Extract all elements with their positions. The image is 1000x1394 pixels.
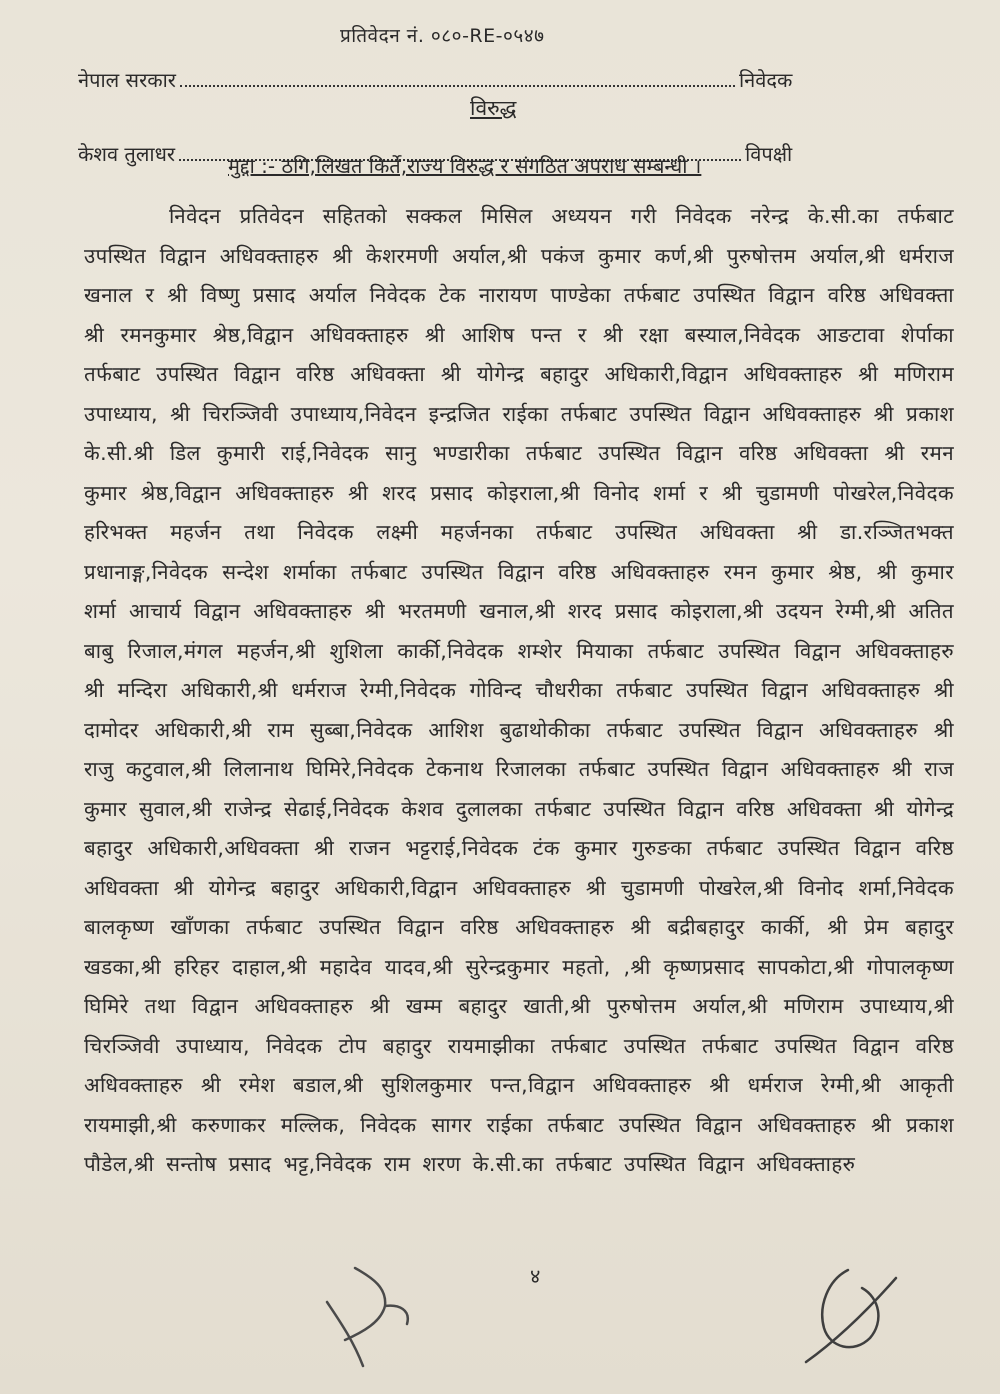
respondent-name: केशव तुलाधर xyxy=(78,142,176,166)
left-signature xyxy=(315,1262,425,1374)
petitioner-line xyxy=(78,66,838,93)
report-number: प्रतिवेदन नं. ०८०-RE-०५४७ xyxy=(340,25,545,47)
petitioner-name: नेपाल सरकार xyxy=(78,68,176,92)
page-number: ४ xyxy=(530,1264,541,1288)
petitioner-role: निवेदक xyxy=(738,68,793,92)
versus-heading: विरुद्ध xyxy=(470,96,517,120)
right-signature xyxy=(788,1262,908,1374)
body-paragraph: निवेदन प्रतिवेदन सहितको सक्कल मिसिल अध्ययन गरी निवेदक नरेन्द्र के.सी.का तर्फबाट उपस्थित विद्वान अधिवक्ताहरु श्री केशरमणी अर्याल,श्री पकंज कुमार कर्ण,श्री पुरुषोत्तम अर्याल,श्री धर्मराज खनाल र श्री विष्णु प्रसाद अर्याल निवेदक टेक नारायण पाण्डेका तर्फबाट उपस्थित विद्वान वरिष्ठ अधिवक्ता श्री रमनकुमार श्रेष्ठ,विद्वान अधिवक्ताहरु श्री आशिष पन्त र श्री रक्षा बस्याल,निवेदक आङटावा शेर्पाका तर्फबाट उपस्थित विद्वान वरिष्ठ अधिवक्ता श्री योगेन्द्र बहादुर अधिकारी,विद्वान अधिवक्ताहरु श्री मणिराम उपाध्याय, श्री चिरञ्जिवी उपाध्याय,निवेदन इन्द्रजित राईका तर्फबाट उपस्थित विद्वान अधिवक्ताहरु श्री प्रकाश के.सी.श्री डिल कुमारी राई,निवेदक सानु भण्डारीका तर्फबाट उपस्थित विद्वान वरिष्ठ अधिवक्ता श्री रमन कुमार श्रेष्ठ,विद्वान अधिवक्ताहरु श्री शरद प्रसाद कोइराला,श्री विनोद शर्मा र श्री चुडामणी पोखरेल,निवेदक हरिभक्त महर्जन तथा निवेदक लक्ष्मी महर्जनका तर्फबाट उपस्थित अधिवक्ता श्री डा.रञ्जितभक्त प्रधानाङ्ग,निवेदक सन्देश शर्माका तर्फबाट उपस्थित विद्वान वरिष्ठ अधिवक्ताहरु रमन कुमार श्रेष्ठ, श्री कुमार शर्मा आचार्य विद्वान अधिवक्ताहरु श्री भरतमणी खनाल,श्री शरद प्रसाद कोइराला,श्री उदयन रेग्मी,श्री अतित बाबु रिजाल,मंगल महर्जन,श्री शुशिला कार्की,निवेदक शम्शेर मियाका तर्फबाट उपस्थित विद्वान अधिवक्ताहरु श्री मन्दिरा अधिकारी,श्री धर्मराज रेग्मी,निवेदक गोविन्द चौधरीका तर्फबाट उपस्थित विद्वान अधिवक्ताहरु श्री दामोदर अधिकारी,श्री राम सुब्बा,निवेदक आशिश बुढाथोकीका तर्फबाट उपस्थित विद्वान अधिवक्ताहरु श्री राजु कटुवाल,श्री लिलानाथ घिमिरे,निवेदक टेकनाथ रिजालका तर्फबाट उपस्थित विद्वान अधिवक्ताहरु श्री राज कुमार सुवाल,श्री राजेन्द्र सेढाई,निवेदक केशव दुलालका तर्फबाट उपस्थित विद्वान वरिष्ठ अधिवक्ता श्री योगेन्द्र बहादुर अधिकारी,अधिवक्ता श्री राजन भट्टराई,निवेदक टंक कुमार गुरुङका तर्फबाट उपस्थित विद्वान वरिष्ठ अधिवक्ता श्री योगेन्द्र बहादुर अधिकारी,विद्वान अधिवक्ताहरु श्री चुडामणी पोखरेल,श्री विनोद शर्मा,निवेदक बालकृष्ण खाँणका तर्फबाट उपस्थित विद्वान वरिष्ठ अधिवक्ताहरु श्री बद्रीबहादुर कार्की, श्री प्रेम बहादुर खडका,श्री हरिहर दाहाल,श्री महादेव यादव,श्री सुरेन्द्रकुमार महतो, ,श्री कृष्णप्रसाद सापकोटा,श्री गोपालकृष्ण घिमिरे तथा विद्वान अधिवक्ताहरु श्री खम्म बहादुर खाती,श्री पुरुषोत्तम अर्याल,श्री मणिराम उपाध्याय,श्री चिरञ्जिवी उपाध्याय, निवेदक टोप बहादुर रायमाझीका तर्फबाट उपस्थित तर्फबाट उपस्थित विद्वान वरिष्ठ अधिवक्ताहरु श्री रमेश बडाल,श्री सुशिलकुमार पन्त,विद्वान अधिवक्ताहरु श्री धर्मराज रेग्मी,श्री आकृती रायमाझी,श्री करुणाकर मल्लिक, निवेदक सागर राईका तर्फबाट उपस्थित विद्वान अधिवक्ताहरु श्री प्रकाश पौडेल,श्री सन्तोष प्रसाद भट्ट,निवेदक राम शरण के.सी.का तर्फबाट उपस्थित विद्वान अधिवक्ताहरु xyxy=(84,204,954,1176)
respondent-role: विपक्षी xyxy=(745,142,793,166)
case-subject: मुद्दा :- ठगि,लिखत किर्ते,राज्य विरुद्ध र संगठित अपराध सम्बन्धी । xyxy=(228,154,702,178)
dotted-leader xyxy=(180,71,735,87)
